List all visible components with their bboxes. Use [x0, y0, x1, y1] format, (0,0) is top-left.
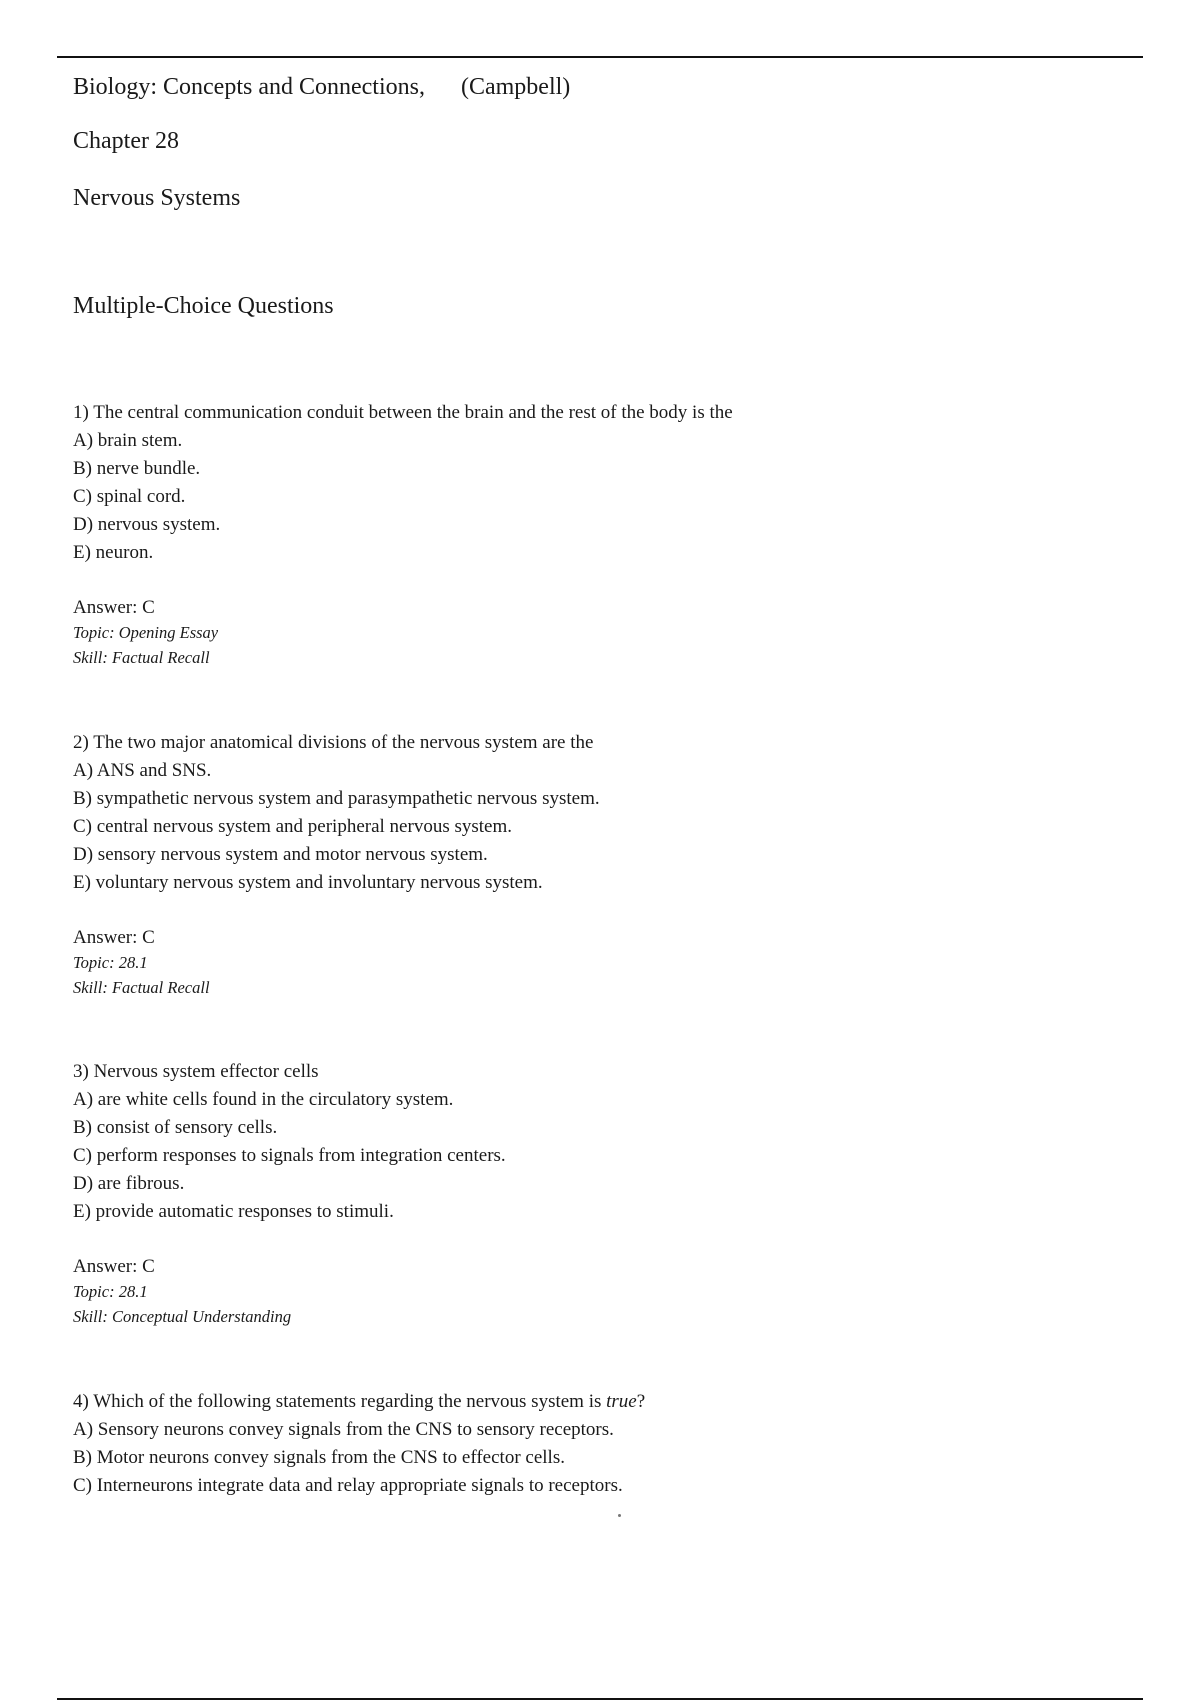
question-4	[73, 1388, 1073, 1500]
section-heading: Multiple-Choice Questions	[73, 293, 334, 319]
answer-option: E) provide automatic responses to stimuli.	[73, 1201, 394, 1222]
question-1	[73, 399, 1073, 670]
answer-option: A) Sensory neurons convey signals from the CNS to sensory receptors.	[73, 1419, 614, 1440]
answer-option: C) central nervous system and peripheral nervous system.	[73, 816, 512, 837]
question-stem: 2) The two major anatomical divisions of the nervous system are the	[73, 732, 594, 753]
answer-key: Answer: C	[73, 1256, 155, 1277]
answer-option: D) are fibrous.	[73, 1173, 185, 1194]
question-stem: 1) The central communication conduit between the brain and the rest of the body is the	[73, 402, 733, 423]
answer-option: D) sensory nervous system and motor nervous system.	[73, 844, 488, 865]
chapter-title: Nervous Systems	[73, 185, 241, 211]
answer-option: C) Interneurons integrate data and relay appropriate signals to receptors.	[73, 1475, 623, 1496]
skill-label: Skill: Factual Recall	[73, 648, 210, 667]
book-author: (Campbell)	[460, 74, 571, 100]
answer-option: E) voluntary nervous system and involuntary nervous system.	[73, 872, 543, 893]
skill-label: Skill: Factual Recall	[73, 978, 210, 997]
answer-option: B) sympathetic nervous system and parasympathetic nervous system.	[73, 788, 600, 809]
answer-option: D) nervous system.	[73, 514, 221, 535]
stray-mark	[618, 1514, 621, 1517]
answer-key: Answer: C	[73, 927, 155, 948]
question-3	[73, 1058, 1073, 1329]
topic-label: Topic: 28.1	[73, 1282, 148, 1301]
topic-label: Topic: Opening Essay	[73, 623, 219, 642]
answer-option: C) perform responses to signals from integration centers.	[73, 1145, 506, 1166]
question-2	[73, 729, 1073, 1000]
emphasis-true: true	[606, 1391, 637, 1412]
answer-option: B) consist of sensory cells.	[73, 1117, 278, 1138]
answer-option: B) Motor neurons convey signals from the CNS to effector cells.	[73, 1447, 565, 1468]
question-stem: 4) Which of the following statements regarding the nervous system is true?	[73, 1391, 646, 1412]
answer-option: E) neuron.	[73, 542, 154, 563]
answer-option: A) brain stem.	[73, 430, 183, 451]
book-title: Biology: Concepts and Connections,	[73, 74, 425, 100]
answer-key: Answer: C	[73, 597, 155, 618]
answer-option: A) ANS and SNS.	[73, 760, 212, 781]
question-stem: 3) Nervous system effector cells	[73, 1061, 319, 1082]
skill-label: Skill: Conceptual Understanding	[73, 1307, 292, 1326]
book-heading	[73, 74, 570, 101]
topic-label: Topic: 28.1	[73, 953, 148, 972]
answer-option: A) are white cells found in the circulatory system.	[73, 1089, 454, 1110]
top-rule	[57, 56, 1143, 58]
answer-option: B) nerve bundle.	[73, 458, 201, 479]
chapter-number: Chapter 28	[73, 128, 179, 154]
answer-option: C) spinal cord.	[73, 486, 186, 507]
